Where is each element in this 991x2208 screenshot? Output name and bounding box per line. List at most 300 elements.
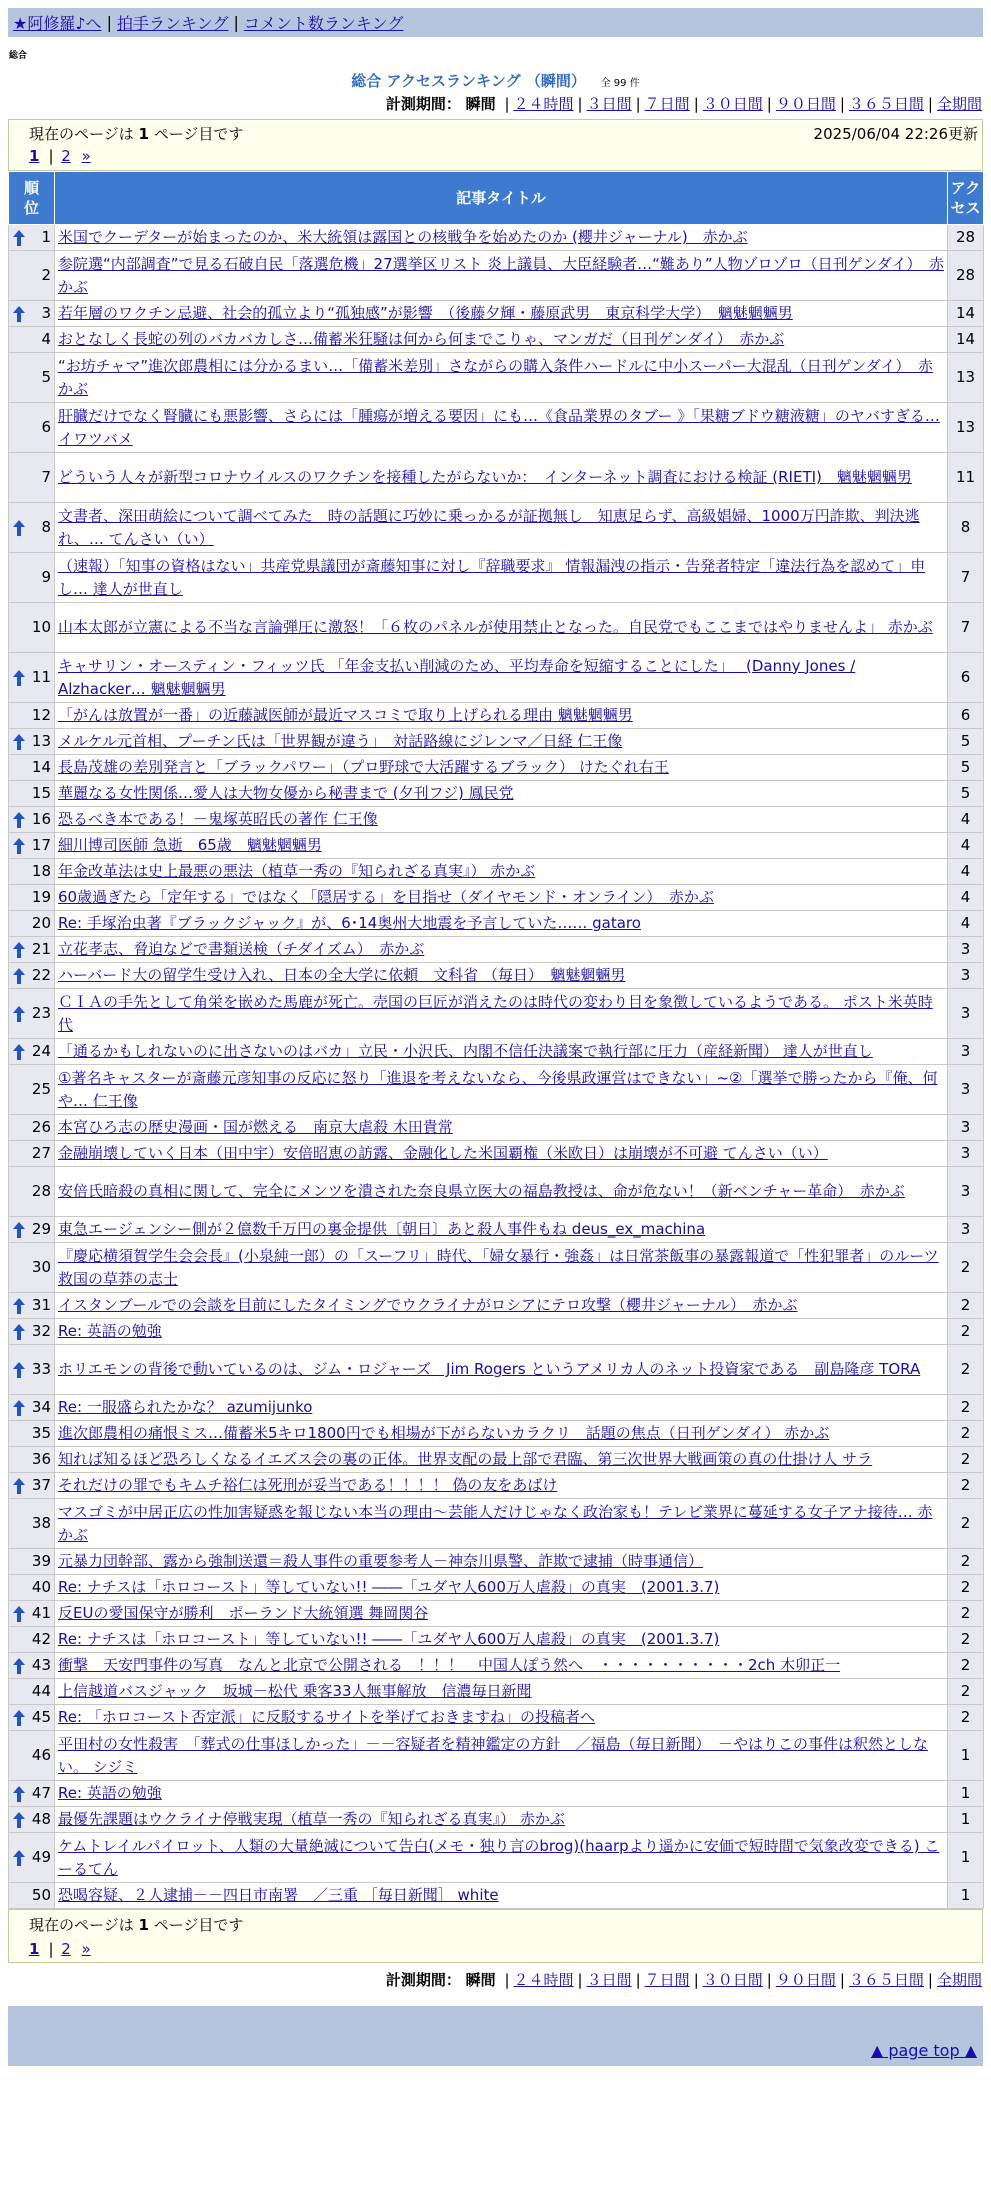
article-title-link[interactable]: どういう人々が新型コロナウイルスのワクチンを接種したがらないか： インターネット調査における検証 (RIETI) 魑魅魍魎男 — [58, 468, 912, 486]
period-link[interactable]: ３日間 — [586, 95, 632, 113]
table-row — [9, 353, 984, 403]
access-count: 13 — [948, 403, 984, 453]
table-row — [9, 1447, 984, 1473]
rank-cell — [9, 703, 55, 729]
rank-cell — [9, 781, 55, 807]
rank-cell — [9, 1601, 55, 1627]
title-cell — [55, 453, 948, 503]
table-row — [9, 1345, 984, 1395]
table-row — [9, 327, 984, 353]
article-title-link[interactable]: 山本太郎が立憲による不当な言論弾圧に激怒！「６枚のパネルが使用禁止となった。自民党でもここまではやりませんよ」 赤かぶ — [58, 618, 933, 636]
table-row — [9, 1217, 984, 1243]
table-row — [9, 225, 984, 251]
article-title-link[interactable]: 華麗なる女性関係…愛人は大物女優から秘書まで (夕刊フジ) 鳳民党 — [58, 784, 514, 802]
rank-number: 31 — [31, 1296, 51, 1314]
article-title-link[interactable]: Re: 手塚治虫著『ブラックジャック』が、6･14奥州大地震を予言していた…… gataro — [58, 914, 641, 932]
title-cell — [55, 1293, 948, 1319]
access-count: 2 — [948, 1499, 984, 1549]
top-navigation — [8, 8, 983, 37]
title-cell — [55, 1243, 948, 1293]
table-row — [9, 807, 984, 833]
article-title-link[interactable]: Re: 英語の勉強 — [58, 1784, 162, 1802]
rank-up-arrow-icon — [12, 1221, 26, 1239]
rank-cell — [9, 653, 55, 703]
category-label: 総合 — [9, 51, 28, 61]
access-count: 4 — [948, 833, 984, 859]
article-title-link[interactable]: 『慶応横須賀学生会会長』(小泉純一郎）の「スーフリ」時代、「婦女暴行・強姦」は日常茶飯事の暴露報道で「性犯罪者」のルーツ 救国の草莽の志士 — [58, 1246, 939, 1288]
page-top-link[interactable]: ▲ page top ▲ — [870, 2041, 977, 2060]
rank-cell — [9, 911, 55, 937]
title-cell — [55, 327, 948, 353]
access-count: 6 — [948, 703, 984, 729]
rank-number: 14 — [31, 758, 51, 776]
rank-number: 23 — [31, 1004, 51, 1022]
period-link[interactable]: ３０日間 — [702, 1971, 763, 1989]
title-cell — [55, 1833, 948, 1883]
rank-number: 3 — [41, 304, 51, 322]
period-link[interactable]: ３６５日間 — [848, 95, 924, 113]
period-separator: | — [693, 1971, 699, 1989]
title-cell — [55, 653, 948, 703]
period-link[interactable]: 全期間 — [936, 95, 982, 113]
title-cell — [55, 553, 948, 603]
rank-cell — [9, 1167, 55, 1217]
rank-up-arrow-icon — [12, 837, 26, 855]
table-row — [9, 781, 984, 807]
rank-column-header: 順位 — [9, 172, 55, 225]
table-row — [9, 1293, 984, 1319]
rank-cell — [9, 1345, 55, 1395]
rank-number: 46 — [31, 1746, 51, 1764]
table-row — [9, 1653, 984, 1679]
period-separator: | — [927, 95, 933, 113]
rank-cell — [9, 1293, 55, 1319]
access-count: 28 — [948, 251, 984, 301]
rank-cell — [9, 251, 55, 301]
page-info-box-bottom — [8, 1909, 983, 1963]
article-title-link[interactable]: 立花孝志、脅迫などで書類送検（チダイズム） 赤かぶ — [58, 940, 425, 958]
rank-number: 41 — [31, 1604, 51, 1622]
rank-cell — [9, 403, 55, 453]
period-separator: | — [635, 95, 641, 113]
article-title-link[interactable]: 参院選“内部調査”で見る石破自民「落選危機」27選挙区リスト 炎上議員、大臣経験者…“難あり”人物ゾロゾロ（日刊ゲンダイ） 赤かぶ — [58, 254, 944, 296]
rank-cell — [9, 885, 55, 911]
table-row — [9, 755, 984, 781]
rank-cell — [9, 1705, 55, 1731]
rank-cell — [9, 1883, 55, 1909]
access-count: 3 — [948, 1141, 984, 1167]
article-title-link[interactable]: “お坊チャマ”進次郎農相には分かるまい…「備蓄米差別」さながらの購入条件ハードルに中小スーパー大混乱（日刊ゲンダイ） 赤かぶ — [58, 356, 933, 398]
rank-number: 18 — [31, 862, 51, 880]
title-cell — [55, 1575, 948, 1601]
title-cell — [55, 503, 948, 553]
period-separator: | — [839, 95, 845, 113]
title-cell — [55, 937, 948, 963]
title-cell — [55, 729, 948, 755]
table-row — [9, 1421, 984, 1447]
table-row — [9, 1243, 984, 1293]
rank-number: 33 — [31, 1360, 51, 1378]
article-title-link[interactable]: 最優先課題はウクライナ停戦実現（植草一秀の『知られざる真実』） 赤かぶ — [58, 1810, 565, 1828]
rank-up-arrow-icon — [12, 229, 26, 247]
article-title-link[interactable]: 細川博司医師 急逝 65歳 魑魅魍魎男 — [58, 836, 322, 854]
access-count: 4 — [948, 885, 984, 911]
article-title-link[interactable]: 年金改革法は史上最悪の悪法（植草一秀の『知られざる真実』） 赤かぶ — [58, 862, 536, 880]
rank-cell — [9, 1499, 55, 1549]
period-link[interactable]: ３６５日間 — [848, 1971, 924, 1989]
article-title-link[interactable]: メルケル元首相、プーチン氏は「世界観が違う」 対話路線にジレンマ／日経 仁王像 — [58, 732, 623, 750]
period-separator: | — [693, 95, 699, 113]
article-title-link[interactable]: 本宮ひろ志の歴史漫画・国が燃える 南京大虐殺 木田貴常 — [58, 1118, 453, 1136]
rank-number: 25 — [31, 1080, 51, 1098]
rank-up-arrow-icon — [12, 1005, 26, 1023]
access-count: 13 — [948, 353, 984, 403]
access-count: 2 — [948, 1575, 984, 1601]
article-title-link[interactable]: ①著名キャスターが斎藤元彦知事の反応に怒り「進退を考えないなら、今後県政運営はできない」~②「選挙で勝ったから『俺、何や… 仁王像 — [58, 1068, 938, 1110]
table-row — [9, 911, 984, 937]
table-row — [9, 1679, 984, 1705]
rank-cell — [9, 937, 55, 963]
title-cell — [55, 1115, 948, 1141]
rank-number: 49 — [31, 1848, 51, 1866]
table-row — [9, 1883, 984, 1909]
access-count: 4 — [948, 859, 984, 885]
article-title-link[interactable]: 上信越道バスジャック 坂城－松代 乗客33人無事解放 信濃毎日新聞 — [58, 1682, 532, 1700]
rank-number: 11 — [31, 668, 51, 686]
page-info-text: 現在のページは 1 ページ目です — [29, 125, 244, 143]
article-title-link[interactable]: 「がんは放置が一番」の近藤誠医師が最近マスコミで取り上げられる理由 魑魅魍魎男 — [58, 706, 633, 724]
rank-number: 12 — [31, 706, 51, 724]
title-cell — [55, 1883, 948, 1909]
title-cell — [55, 885, 948, 911]
nav-clap-ranking-link[interactable]: 拍手ランキング — [116, 14, 229, 33]
table-row — [9, 1473, 984, 1499]
article-title-link[interactable]: キャサリン・オースティン・フィッツ氏 「年金支払い削減のため、平均寿命を短縮することにした」 (Danny Jones / Alzhacker… 魑魅魍魎男 — [58, 656, 856, 698]
article-title-link[interactable]: Re: ナチスは「ホロコースト」等していない!! ――「ユダヤ人600万人虐殺」の真実 (2001.3.7) — [58, 1630, 720, 1648]
period-link[interactable]: ７日間 — [644, 95, 690, 113]
updated-timestamp: 2025/06/04 22:26更新 — [813, 125, 978, 143]
title-cell — [55, 1141, 948, 1167]
access-count: 2 — [948, 1705, 984, 1731]
article-title-link[interactable]: 米国でクーデターが始まったのか、米大統領は露国との核戦争を始めたのか (櫻井ジャーナル) 赤かぶ — [58, 228, 748, 246]
access-count: 8 — [948, 503, 984, 553]
rank-number: 47 — [31, 1784, 51, 1802]
article-title-link[interactable]: ホリエモンの背後で動いているのは、ジム・ロジャーズ Jim Rogers というアメリカ人のネット投資家である 副島隆彦 TORA — [58, 1360, 921, 1378]
table-row — [9, 1549, 984, 1575]
access-count: 2 — [948, 1395, 984, 1421]
title-cell — [55, 1395, 948, 1421]
rank-number: 28 — [31, 1182, 51, 1200]
access-count: 2 — [948, 1549, 984, 1575]
rank-cell — [9, 1115, 55, 1141]
article-title-link[interactable]: 安倍氏暗殺の真相に関して、完全にメンツを潰された奈良県立医大の福島教授は、命が危ない！（新ベンチャー革命） 赤かぶ — [58, 1182, 905, 1200]
article-title-link[interactable]: ケムトレイルパイロット、人類の大量絶滅について告白(メモ・独り言のbrog)(haarpより遥かに安価で短時間で気象改変できる) こーるてん — [58, 1836, 940, 1878]
title-cell — [55, 1167, 948, 1217]
access-count: 2 — [948, 1473, 984, 1499]
access-column-header: アクセス — [948, 172, 984, 225]
ranking-title-row — [0, 71, 991, 91]
rank-cell — [9, 755, 55, 781]
period-link[interactable]: ９０日間 — [775, 95, 836, 113]
rank-number: 22 — [31, 966, 51, 984]
title-cell — [55, 1473, 948, 1499]
article-title-link[interactable]: 「通るかもしれないのに出さないのはバカ」立民・小沢氏、内閣不信任決議案で執行部に圧力（産経新聞） 達人が世直し — [58, 1042, 873, 1060]
title-cell — [55, 603, 948, 653]
access-count: 3 — [948, 1115, 984, 1141]
rank-cell — [9, 603, 55, 653]
title-cell — [55, 781, 948, 807]
rank-cell — [9, 327, 55, 353]
rank-number: 30 — [31, 1258, 51, 1276]
period-separator: | — [766, 1971, 772, 1989]
rank-number: 34 — [31, 1398, 51, 1416]
title-cell — [55, 911, 948, 937]
access-count: 14 — [948, 327, 984, 353]
article-title-link[interactable]: ＣＩＡの手先として角栄を嵌めた馬鹿が死亡。売国の巨匠が消えたのは時代の変わり目を象徴しているようである。 ポスト米英時代 — [58, 992, 933, 1034]
rank-cell — [9, 729, 55, 755]
table-row — [9, 989, 984, 1039]
rank-number: 24 — [31, 1042, 51, 1060]
rank-up-arrow-icon — [12, 1605, 26, 1623]
access-count: 2 — [948, 1421, 984, 1447]
rank-number: 19 — [31, 888, 51, 906]
rank-number: 21 — [31, 940, 51, 958]
table-row — [9, 1627, 984, 1653]
page-link-current[interactable]: 1 — [29, 147, 40, 165]
rank-number: 5 — [41, 368, 51, 386]
access-count: 2 — [948, 1653, 984, 1679]
rank-up-arrow-icon — [12, 1323, 26, 1341]
nav-home-link[interactable]: ★阿修羅♪へ — [13, 14, 102, 33]
access-count: 1 — [948, 1807, 984, 1833]
access-count: 3 — [948, 1217, 984, 1243]
access-count: 6 — [948, 653, 984, 703]
access-count: 2 — [948, 1243, 984, 1293]
title-cell — [55, 1447, 948, 1473]
rank-number: 13 — [31, 732, 51, 750]
article-title-link[interactable]: 長島茂雄の差別発言と「ブラックパワー」（プロ野球で大活躍するブラック） けたぐれ右王 — [58, 758, 669, 776]
rank-up-arrow-icon — [12, 1361, 26, 1379]
article-title-link[interactable]: マスゴミが中居正広の性加害疑惑を報じない本当の理由～芸能人だけじゃなく政治家も！テレビ業界に蔓延する女子アナ接待… 赤かぶ — [58, 1502, 933, 1544]
rank-number: 40 — [31, 1578, 51, 1596]
rank-number: 2 — [41, 266, 51, 284]
access-count: 2 — [948, 1627, 984, 1653]
ranking-table — [8, 171, 984, 1909]
table-row — [9, 1141, 984, 1167]
table-row — [9, 1499, 984, 1549]
rank-number: 26 — [31, 1118, 51, 1136]
period-link[interactable]: 全期間 — [936, 1971, 982, 1989]
period-current: 瞬間 — [465, 1971, 496, 1989]
rank-cell — [9, 1833, 55, 1883]
ranking-table-body — [9, 225, 984, 1909]
period-label: 計測期間： — [385, 1971, 461, 1989]
title-cell — [55, 755, 948, 781]
rank-up-arrow-icon — [12, 1785, 26, 1803]
table-row — [9, 937, 984, 963]
access-count: 2 — [948, 1601, 984, 1627]
page-link-current[interactable]: 1 — [29, 1940, 40, 1958]
table-row — [9, 1065, 984, 1115]
period-link[interactable]: ９０日間 — [775, 1971, 836, 1989]
article-title-link[interactable]: 東急エージェンシー側が２億数千万円の裏金提供〔朝日〕あと殺人事件もね deus_ex_machina — [58, 1220, 706, 1238]
article-title-link[interactable]: Re: ナチスは「ホロコースト」等していない!! ――「ユダヤ人600万人虐殺」の真実 (2001.3.7) — [58, 1578, 720, 1596]
article-title-link[interactable]: 恐るべき本である！－鬼塚英昭氏の著作 仁王像 — [58, 810, 378, 828]
period-separator: | — [577, 95, 583, 113]
title-cell — [55, 225, 948, 251]
table-row — [9, 1601, 984, 1627]
article-title-link[interactable]: Re: 英語の勉強 — [58, 1322, 162, 1340]
rank-cell — [9, 1549, 55, 1575]
rank-cell — [9, 1217, 55, 1243]
article-title-link[interactable]: 文書者、深田萌絵について調べてみた 時の話題に巧妙に乗っかるが証拠無し 知恵足らず、高級娼婦、1000万円詐欺、判決逃れ、… てんさい（い） — [58, 506, 920, 548]
period-link[interactable]: ３０日間 — [702, 95, 763, 113]
table-row — [9, 1781, 984, 1807]
period-link[interactable]: ３日間 — [586, 1971, 632, 1989]
article-title-link[interactable]: おとなしく長蛇の列のバカバカしさ…備蓄米狂騒は何から何までこりゃ、マンガだ（日刊ゲンダイ） 赤かぶ — [58, 330, 785, 348]
article-title-link[interactable]: 元暴力団幹部、露から強制送還＝殺人事件の重要参考人－神奈川県警、詐欺で逮捕（時事通信） — [58, 1552, 704, 1570]
rank-up-arrow-icon — [12, 811, 26, 829]
rank-up-arrow-icon — [12, 967, 26, 985]
access-count: 28 — [948, 225, 984, 251]
access-count: 5 — [948, 755, 984, 781]
rank-cell — [9, 833, 55, 859]
article-title-link[interactable]: Re: 「ホロコースト否定派」に反駁するサイトを挙げておきますね」の投稿者へ — [58, 1708, 596, 1726]
article-title-link[interactable]: ハーバード大の留学生受け入れ、日本の全大学に依頼 文科省 （毎日） 魑魅魍魎男 — [58, 966, 626, 984]
footer-bar — [8, 2006, 983, 2035]
title-cell — [55, 1705, 948, 1731]
rank-number: 38 — [31, 1514, 51, 1532]
article-title-link[interactable]: 肝臓だけでなく腎臓にも悪影響、さらには「腫瘍が増える要因」にも…《食品業界のタブー 》「果糖ブドウ糖液糖」のヤバすぎる… イワツバメ — [58, 406, 940, 448]
nav-separator: | — [106, 13, 112, 32]
rank-number: 44 — [31, 1682, 51, 1700]
period-link[interactable]: ２４時間 — [513, 1971, 574, 1989]
article-title-link[interactable]: Re: 一服盛られたかな？ azumijunko — [58, 1398, 313, 1416]
title-cell — [55, 1731, 948, 1781]
rank-number: 6 — [41, 418, 51, 436]
article-title-link[interactable]: 進次郎農相の痛恨ミス…備蓄米5キロ1800円でも相場が下がらないカラクリ 話題の焦点（日刊ゲンダイ） 赤かぶ — [58, 1424, 830, 1442]
title-cell — [55, 251, 948, 301]
article-title-link[interactable]: イスタンブールでの会談を目前にしたタイミングでウクライナがロシアにテロ攻撃（櫻井ジャーナル） 赤かぶ — [58, 1296, 798, 1314]
rank-cell — [9, 1807, 55, 1833]
period-link[interactable]: ２４時間 — [513, 95, 574, 113]
rank-up-arrow-icon — [12, 1399, 26, 1417]
title-cell — [55, 833, 948, 859]
rank-cell — [9, 1395, 55, 1421]
rank-up-arrow-icon — [12, 1657, 26, 1675]
access-count: 1 — [948, 1781, 984, 1807]
table-row — [9, 703, 984, 729]
article-title-link[interactable]: 反EUの愛国保守が勝利 ポーランド大統領選 舞岡関谷 — [58, 1604, 429, 1622]
table-row — [9, 1731, 984, 1781]
access-count: 3 — [948, 963, 984, 989]
table-row — [9, 403, 984, 453]
table-row — [9, 885, 984, 911]
article-title-link[interactable]: 恐喝容疑、２人逮捕－－四日市南署 ／三重 ［毎日新聞］ white — [58, 1886, 499, 1904]
title-cell — [55, 703, 948, 729]
access-count: 2 — [948, 1345, 984, 1395]
access-count: 2 — [948, 1319, 984, 1345]
title-cell — [55, 1345, 948, 1395]
access-count: 2 — [948, 1679, 984, 1705]
period-selector-bottom — [0, 1969, 982, 1991]
article-title-link[interactable]: それだけの罪でもキムチ裕仁は死刑が妥当である！！！！ 偽の友をあばけ — [58, 1476, 558, 1494]
period-link[interactable]: ７日間 — [644, 1971, 690, 1989]
rank-up-arrow-icon — [12, 519, 26, 537]
access-count: 11 — [948, 453, 984, 503]
article-title-link[interactable]: 平田村の女性殺害 「葬式の仕事ほしかった」－－容疑者を精神鑑定の方針 ／福島（毎日新聞） －やはりこの事件は釈然としない。 シジミ — [58, 1734, 929, 1776]
rank-number: 9 — [41, 568, 51, 586]
title-cell — [55, 1039, 948, 1065]
rank-up-arrow-icon — [12, 1477, 26, 1495]
period-separator: | — [766, 95, 772, 113]
table-header-row — [9, 172, 984, 225]
rank-cell — [9, 807, 55, 833]
rank-up-arrow-icon — [12, 1043, 26, 1061]
table-row — [9, 1115, 984, 1141]
page-next-link[interactable]: » — [81, 147, 91, 165]
title-cell — [55, 1601, 948, 1627]
access-count: 2 — [948, 1447, 984, 1473]
pagination-bottom: 1 | 2 » — [29, 1940, 91, 1958]
title-cell — [55, 1549, 948, 1575]
article-title-link[interactable]: 金融崩壊していく日本（田中宇）安倍昭恵の訪露、金融化した米国覇権（米欧日）は崩壊が不可避 てんさい（い） — [58, 1144, 828, 1162]
table-row — [9, 1319, 984, 1345]
access-count: 3 — [948, 989, 984, 1039]
rank-number: 50 — [31, 1886, 51, 1904]
page-link-2[interactable]: 2 — [61, 1940, 71, 1958]
table-row — [9, 1575, 984, 1601]
nav-separator: | — [233, 13, 239, 32]
title-cell — [55, 1217, 948, 1243]
nav-comment-ranking-link[interactable]: コメント数ランキング — [243, 14, 404, 33]
article-title-link[interactable]: 衝撃 天安門事件の写真 なんと北京で公開される ！！！ 中国人ぽう然へ ・・・・・・・・・・2ch 木卯正一 — [58, 1656, 841, 1674]
rank-cell — [9, 1627, 55, 1653]
page-link-2[interactable]: 2 — [61, 147, 71, 165]
rank-number: 45 — [31, 1708, 51, 1726]
article-title-link[interactable]: （速報）「知事の資格はない」共産党県議団が斎藤知事に対し『辞職要求』 情報漏洩の指示・告発者特定「違法行為を認めて」申し… 達人が世直し — [58, 556, 926, 598]
rank-number: 42 — [31, 1630, 51, 1648]
access-count: 7 — [948, 603, 984, 653]
rank-cell — [9, 963, 55, 989]
title-cell — [55, 1421, 948, 1447]
page-next-link[interactable]: » — [81, 1940, 91, 1958]
article-title-link[interactable]: 知れば知るほど恐ろしくなるイエズス会の裏の正体。世界支配の最上部で君臨、第三次世界大戦画策の真の仕掛け人 サラ — [58, 1450, 873, 1468]
rank-up-arrow-icon — [12, 1297, 26, 1315]
rank-cell — [9, 859, 55, 885]
rank-number: 15 — [31, 784, 51, 802]
rank-number: 7 — [41, 468, 51, 486]
title-cell — [55, 807, 948, 833]
rank-cell — [9, 1421, 55, 1447]
rank-number: 29 — [31, 1220, 51, 1238]
rank-up-arrow-icon — [12, 1811, 26, 1829]
title-cell — [55, 1807, 948, 1833]
table-row — [9, 1039, 984, 1065]
article-title-link[interactable]: 60歳過ぎたら「定年する」ではなく「隠居する」を目指せ（ダイヤモンド・オンライン） 赤かぶ — [58, 888, 714, 906]
access-count: 5 — [948, 729, 984, 755]
article-title-link[interactable]: 若年層のワクチン忌避、社会的孤立より“孤独感”が影響 （後藤夕輝・藤原武男 東京科学大学） 魑魅魍魎男 — [58, 304, 793, 322]
rank-up-arrow-icon — [12, 941, 26, 959]
rank-up-arrow-icon — [12, 733, 26, 751]
period-separator: | — [927, 1971, 933, 1989]
rank-cell — [9, 225, 55, 251]
table-row — [9, 859, 984, 885]
table-row — [9, 1705, 984, 1731]
ranking-title: 総合 アクセスランキング （瞬間） — [351, 72, 586, 90]
rank-cell — [9, 353, 55, 403]
period-current: 瞬間 — [465, 95, 496, 113]
